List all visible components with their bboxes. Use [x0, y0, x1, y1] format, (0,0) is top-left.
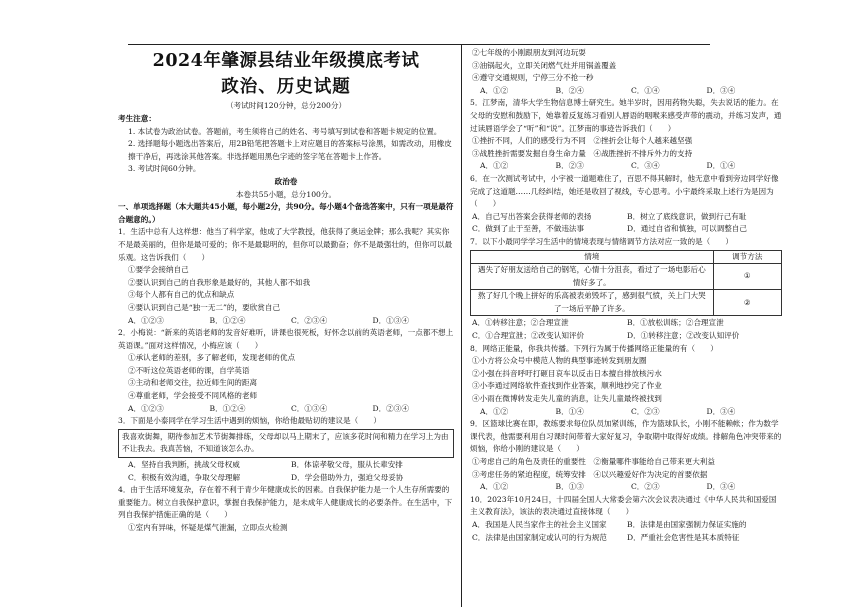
table-header	[471, 250, 782, 264]
question-stem: 8．网络正能量，你我共传播。下列行为属于传播网络正能量的有（ ）	[470, 343, 718, 353]
option-b: B．树立了底线意识，做到行己有耻	[627, 211, 747, 221]
notes-heading: 考生注意：	[118, 114, 156, 123]
question-stem: 3．下面是小泰同学在学习生活中遇到的烦恼，你给他最贴切的建议是（ ）	[118, 416, 382, 426]
option-a: A．①②③	[128, 315, 164, 325]
answer-options	[470, 406, 782, 419]
option-c: C．①③④	[291, 403, 328, 413]
option-d: D．学会借助外力，强迫父母妥协	[291, 472, 404, 482]
table-header-cell: 情境	[471, 250, 714, 264]
option-c: C．①④	[631, 85, 660, 95]
table-cell: 遇失了好朋友送给自己的钢笔，心情十分沮丧，看过了一场电影后心情好多了。	[471, 264, 714, 290]
answer-options	[118, 472, 454, 485]
option-b: B．①放松训练；②合理宣泄	[627, 318, 724, 328]
option-d: D．①转移注意；②改变认知评价	[627, 331, 740, 341]
option-b: B．体谅孝敬父母，服从长辈安排	[291, 460, 403, 470]
choice-item: ③小李通过网络软件查找到作业答案，顺利地抄完了作业	[472, 381, 662, 391]
choice-item: ①要学会接纳自己	[128, 265, 189, 275]
section-score: 本卷共55小题，总分100分。	[235, 189, 337, 199]
choice-item: ③战胜挫折需要发掘自身生命力量 ④战胜挫折不排斥外力的支持	[472, 148, 693, 158]
answer-options	[470, 532, 782, 545]
table-cell: ①	[713, 264, 781, 290]
option-b: B．①③	[555, 482, 584, 492]
option-b: B．①②④	[209, 315, 246, 325]
part-heading: 一、单项选择题（本大题共45小题，每小题2分，共90分。每小题4个备选答案中，只有一项是最符合题意的。）	[118, 202, 454, 224]
option-a: A．①②	[480, 482, 509, 492]
option-a: A．①②③	[128, 403, 164, 413]
option-a: A．①转移注意；②合理宣泄	[472, 318, 569, 328]
choice-item: ②不听这位英语老师的课，自学英语	[128, 365, 250, 375]
option-a: A．我国是人民当家作主的社会主义国家	[472, 519, 607, 529]
option-b: B．①④	[555, 406, 584, 416]
answer-options	[470, 160, 782, 173]
choice-item: ①小方将公众号中模范人物的典型事迹转发到朋友圈	[472, 356, 647, 366]
column-divider	[461, 44, 462, 607]
section-title: 政治卷	[274, 176, 298, 186]
table-header-cell: 调节方法	[713, 250, 781, 264]
answer-options	[470, 519, 782, 532]
option-a: A．自己写出答案会获得老师的表扬	[472, 211, 592, 221]
choice-item: ③油锅起火，立即关闭燃气灶并用锅盖覆盖	[472, 60, 617, 70]
option-b: B．法律是由国家强制力保证实施的	[627, 519, 747, 529]
option-d: D．①③④	[372, 315, 409, 325]
choice-item: ①室内有异味，怀疑是煤气泄漏，立即点火检测	[128, 523, 288, 532]
answer-options	[470, 481, 782, 494]
question-stem: 4．由于生活环境复杂，存在着不利于青少年健康成长的因素。自我保护能力是一个人生存所需要的重要能力。树立自我保护意识，掌握自我保护能力，是未成年人健康成长的必要条件。在生活中，下列自我保护措施正确的是（ ）	[118, 485, 453, 520]
option-c: C．法律是由国家制定或认可的行为规范	[472, 532, 607, 542]
option-b: B．②③	[555, 161, 584, 171]
option-d: D．③④	[706, 482, 736, 492]
choice-item: ①挫折不同，人们的感受行为不同 ②挫折会让每个人越来越坚强	[472, 136, 693, 146]
table-row	[471, 290, 782, 316]
option-a: A．①②	[480, 406, 509, 416]
option-a: A．坚持自我判断，挑战父母权威	[128, 460, 240, 470]
left-column	[118, 47, 454, 535]
option-c: C．①合理宣泄；②改变认知评价	[472, 331, 585, 341]
option-b: B．②④	[555, 85, 584, 95]
answer-options	[470, 211, 782, 224]
top-rule	[128, 44, 710, 45]
option-c: C．②③④	[291, 315, 328, 325]
note-item: 2. 选择题每小题选出答案后，用2B铅笔把答题卡上对应题目的答案标号涂黑，如需改动，用橡皮擦干净后，再选涂其他答案。非选择题用黑色字迹的签字笔在答题卡上作答。	[128, 139, 452, 161]
question-stem: 10．2023年10月24日，十四届全国人大常委会第六次会议表决通过《中华人民共和国爱国主义教育法》，该法的表决通过直接体现（ ）	[470, 494, 777, 517]
question-stem: 5．江梦南，清华大学生物信息博士研究生。她半岁时，因用药物失聪，失去说话的能力。在父母的安慰和鼓励下，她靠着反复练习看别人唇语的咽喉来感受声带的震动，并练习发声，通过读唇语学会了“听”和“说”。江梦南的事迹告诉我们（ ）	[470, 98, 782, 133]
question-stem: 7．以下小最同学学习生活中的情境表现与情绪调节方法对应一致的是（ ）	[470, 236, 734, 246]
option-c: C．做到了止于至善，不做违法事	[472, 224, 585, 234]
option-c: C．②③	[631, 406, 660, 416]
exam-info: （考试时间120分钟，总分200分）	[225, 101, 347, 110]
choice-item: ③考虑任务的紧迫程度，统筹安排 ④以兴趣爱好作为决定的首要依据	[472, 469, 708, 479]
option-a: A．①②	[480, 85, 509, 95]
option-d: D．通过自省和慎独，可以调整自己	[627, 224, 747, 234]
right-column	[470, 47, 782, 544]
table-cell: ②	[713, 290, 781, 316]
answer-options	[470, 223, 782, 236]
choice-item: ②小强在抖音呼吁打砸目哀车以反击日本擅自排放核污水	[472, 368, 662, 378]
option-d: D．①④	[706, 161, 736, 171]
question-2	[118, 327, 454, 415]
question-1	[118, 226, 454, 327]
table-row	[471, 264, 782, 290]
question-stem: 2．小梅说：“新来的英语老师的发音好难听，讲课也很死板，好怀念以前的英语老师，一点都不想上英语课。”面对这样情况，小梅应该（ ）	[118, 328, 454, 350]
choice-item: ④遵守交通规则，宁停三分不抢一秒	[472, 73, 594, 83]
question-10	[470, 494, 782, 544]
option-a: A．①②	[480, 161, 509, 171]
answer-options	[470, 330, 782, 343]
question-9	[470, 418, 782, 494]
choice-item: ②要认识到自己的自我形象是最好的，其他人都不如我	[128, 277, 311, 287]
exam-subtitle: 政治、历史试题	[221, 77, 351, 97]
scenario-box: 我喜欢街舞，期待参加艺术节街舞排练，父母却以马上期末了，应该多花时间和精力在学习上为由不让我去。我真苦恼，不知道该怎么办。	[118, 429, 454, 458]
question-3	[118, 415, 454, 484]
note-item: 1. 本试卷为政治试卷。答题前，考生须将自己的姓名、考号填写到试卷和答题卡规定的位置。	[128, 126, 442, 136]
question-4-continued	[470, 47, 782, 97]
answer-options	[470, 85, 782, 98]
choice-item: ②七年级的小刚跟朋友到河边玩耍	[472, 48, 586, 57]
choice-item: ④小雨在微博转发走失儿童的消息，让失儿童最终被找到	[472, 394, 662, 404]
question-stem: 6．在一次测试考试中，小宇被一道题难住了，百思不得其解时，他无意中看到旁边同学好像完成了这道题……几经纠结，她还是收回了视线，专心思考。小宇最终采取上述行为是因为（ ）	[470, 173, 779, 209]
option-b: B．①②④	[209, 403, 246, 413]
answer-options	[470, 317, 782, 330]
question-4	[118, 484, 454, 534]
answer-options	[118, 459, 454, 472]
question-8	[470, 343, 782, 419]
answer-options	[118, 315, 454, 328]
table-cell: 熬了好几个晚上拼好的乐高被表弟毁坏了，感到很气愤，关上门大哭了一场后平静了许多。	[471, 290, 714, 316]
question-stem: 1．生活中总有人这样想：他当了科学家，他成了大学教授，他获得了奥运金牌；那么我呢？其实你不是最美丽的，但你是最可爱的；你不是最聪明的，但你可以最勤奋；你不是最强壮的，但你可以最乐观。这告诉我们（ ）	[118, 227, 453, 262]
option-c: C．积极有效沟通，争取父母理解	[128, 472, 241, 482]
answer-options	[118, 403, 454, 416]
choice-item: ③每个人都有自己的优点和缺点	[128, 290, 235, 300]
option-c: C．③④	[631, 161, 660, 171]
question-stem: 9．区篮球比赛在即，教练要求每位队员加紧训练，作为篮球队长，小刚不能赖帐；作为数学课代表，他需要利用自习课时间带着大家好复习，争取期中取得好成绩。排解角色冲突带来的烦恼，你给小刚的建议是（ ）	[470, 419, 782, 454]
note-item: 3. 考试时间60分钟。	[128, 164, 201, 174]
situation-table	[470, 250, 782, 317]
choice-item: ④要认识到自己是“独一无二”的，要欣赏自己	[128, 302, 281, 312]
choice-item: ④尊重老师，学会接受不同风格的老师	[128, 391, 258, 401]
choice-item: ③主动和老师交往，拉近师生间的距离	[128, 378, 258, 388]
question-6	[470, 173, 782, 236]
option-d: D．严重社会危害性是其本质特征	[627, 532, 740, 542]
option-d: D．②③④	[372, 403, 409, 413]
choice-item: ①承认老师的差别，多了解老师，发现老师的优点	[128, 353, 296, 363]
choice-item: ①考虑自己的角色及责任的重要性 ②衡量哪件事能给自己带来更大利益	[472, 457, 715, 466]
option-d: D．③④	[706, 85, 736, 95]
option-d: D．③④	[706, 406, 736, 416]
question-5	[470, 97, 782, 173]
option-c: C．②③	[631, 482, 660, 492]
exam-title: 2024年肇源县结业年级摸底考试	[152, 51, 420, 71]
question-7	[470, 236, 782, 343]
